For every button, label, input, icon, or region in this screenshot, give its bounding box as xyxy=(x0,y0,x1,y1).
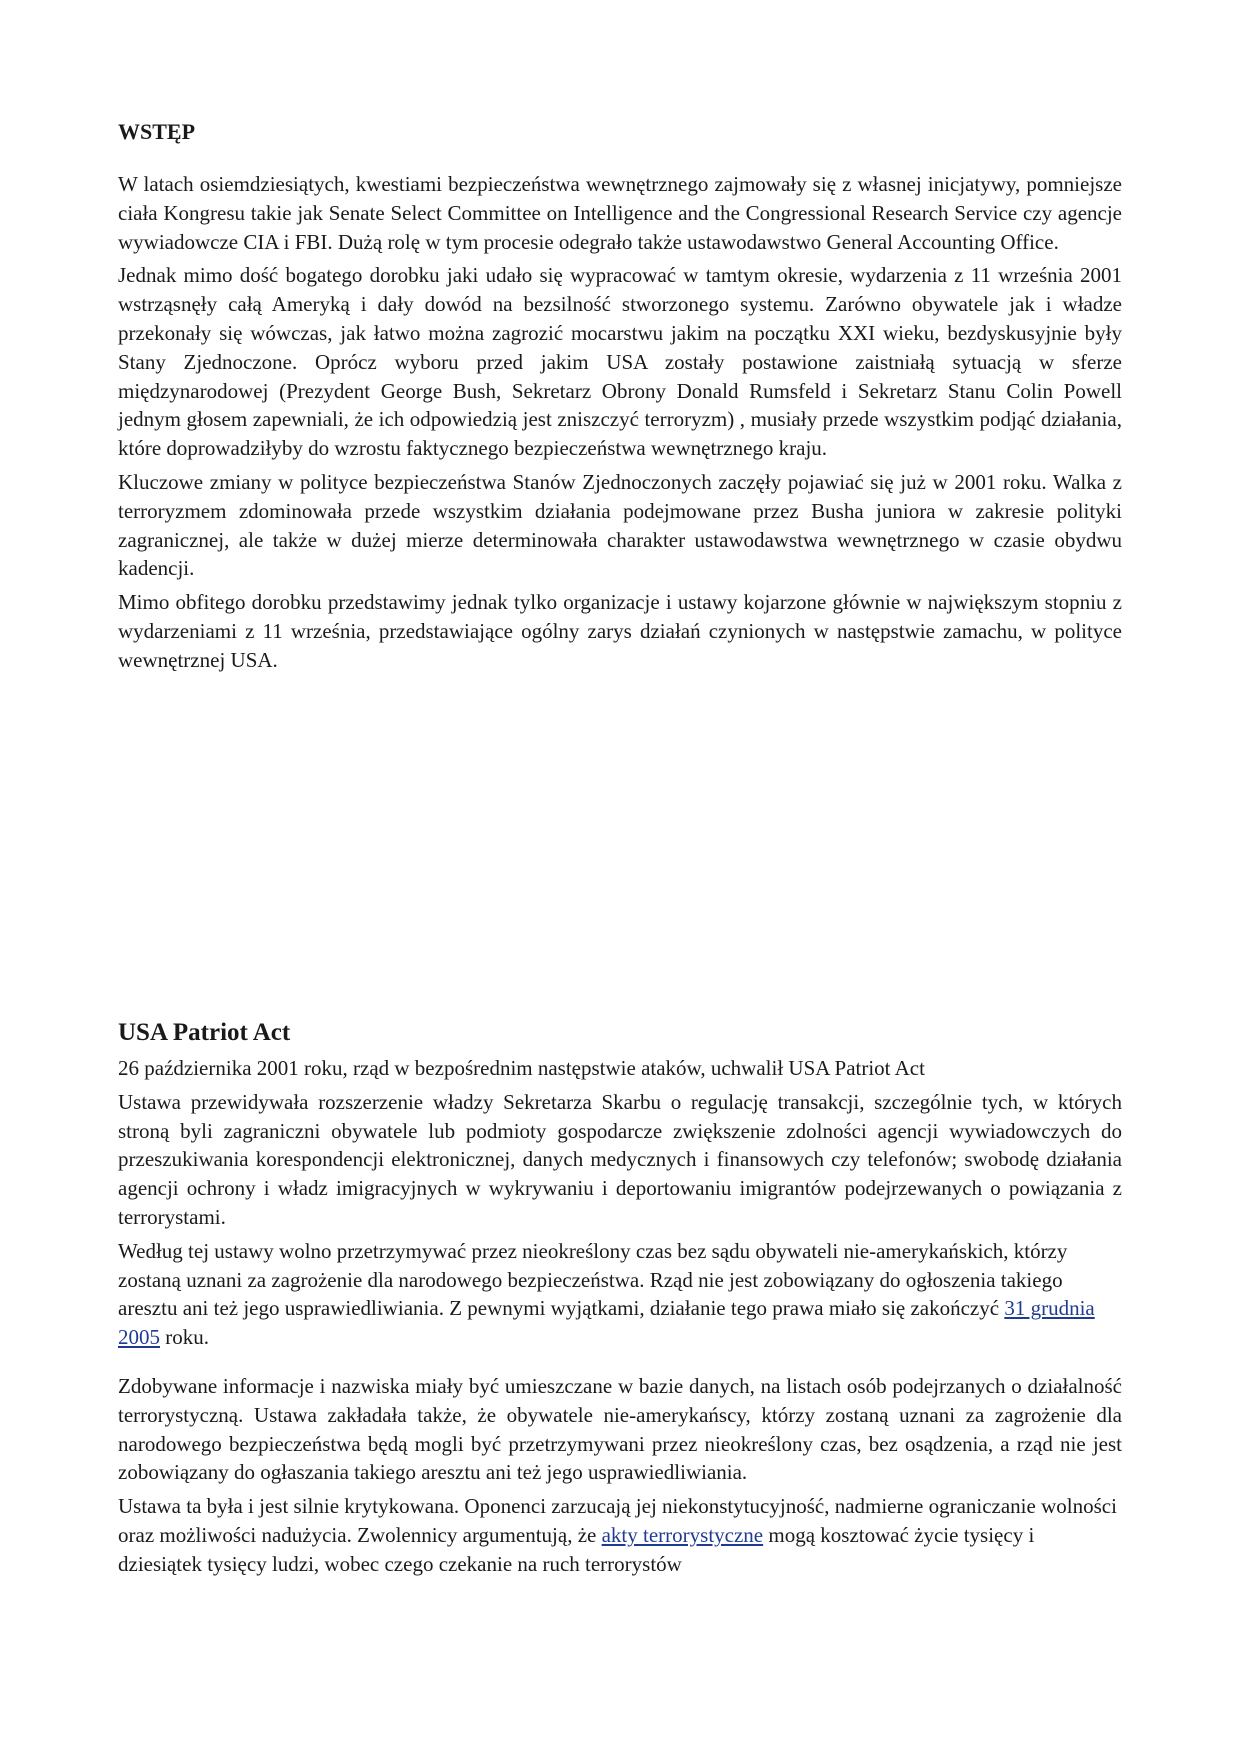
intro-paragraph: Kluczowe zmiany w polityce bezpieczeństwa Stanów Zjednoczonych zaczęły pojawiać się już w 2001 roku. Walka z terroryzmem zdominowała przede wszystkim działania podejmowane przez Busha juniora w zakresie polityki zagranicznej, ale także w dużej mierze determinowała charakter ustawodawstwa wewnętrznego w czasie obydwu kadencji. xyxy=(118,469,1122,581)
detention-text: Według tej ustawy wolno przetrzymywać przez nieokreślony czas bez sądu obywateli nie-amerykańskich, którzy zostaną uznani za zagrożenie dla narodowego bezpieczeństwa. Rząd nie jest zobowiązany do ogłoszenia takiego aresztu ani też jego usprawiedliwiania. Z pewnymi wyjątkami, działanie tego prawa miało się zakończyć xyxy=(118,1238,1068,1321)
intro-paragraph: Mimo obfitego dorobku przedstawimy jednak tylko organizacje i ustawy kojarzone głównie w największym stopniu z wydarzeniami z 11 września, przedstawiające ogólny zarys działań czynionych w następstwie zamachu, w polityce wewnętrznej USA. xyxy=(118,590,1122,672)
criticism-text: Ustawa ta była i jest silnie krytykowana. Oponenci zarzucają jej niekonstytucyjność, nadmierne ograniczanie wolności oraz możliwości nadużycia. Zwolennicy argumentują, że xyxy=(118,1494,1117,1547)
patriot-act-heading: USA Patriot Act xyxy=(118,1019,291,1046)
link-31-grudnia[interactable]: 31 grudnia xyxy=(1004,1296,1095,1321)
criticism-text-end: mogą kosztować życie tysięcy i dziesiątek tysięcy ludzi, wobec czego czekanie na ruch terrorystów xyxy=(118,1522,1035,1576)
patriot-paragraph-scope: Ustawa przewidywała rozszerzenie władzy Sekretarza Skarbu o regulację transakcji, szczególnie tych, w których stroną byli zagraniczni obywatele lub podmioty gospodarcze zwiększenie zdolności agencji wywiadowczych do przeszukiwania korespondencji elektronicznej, danych medycznych i finansowych czy telefonów; swobodę działania agencji ochrony i władz imigracyjnych w wykrywaniu i deportowaniu imigrantów podejrzewanych o powiązania z terrorystami. xyxy=(118,1089,1122,1229)
intro-paragraph: W latach osiemdziesiątych, kwestiami bezpieczeństwa wewnętrznego zajmowały się z własnej inicjatywy, pomniejsze ciała Kongresu takie jak Senate Select Committee on Intelligence and the Congressional Research Service czy agencje wywiadowcze CIA i FBI. Dużą rolę w tym procesie odegrało także ustawodawstwo General Accounting Office. xyxy=(118,172,1122,254)
link-akty-terrorystyczne[interactable]: akty terrorystyczne xyxy=(601,1522,764,1547)
link-2005[interactable]: 2005 xyxy=(118,1325,160,1350)
intro-heading: WSTĘP xyxy=(118,119,196,144)
patriot-paragraph-detention xyxy=(118,1237,1122,1352)
patriot-paragraph-criticism xyxy=(118,1492,1122,1578)
intro-paragraph: Jednak mimo dość bogatego dorobku jaki udało się wypracować w tamtym okresie, wydarzenia z 11 września 2001 wstrząsnęły całą Ameryką i dały dowód na bezsilność stworzonego systemu. Zarówno obywatele jak i władze przekonały się wówczas, jak łatwo można zagrozić mocarstwu jakim na początku XXI wieku, bezdyskusyjnie były Stany Zjednoczone. Oprócz wyboru przed jakim USA zostały postawione zaistniałą sytuacją w sferze międzynarodowej (Prezydent George Bush, Sekretarz Obrony Donald Rumsfeld i Sekretarz Stanu Colin Powell jednym głosem zapewniali, że ich odpowiedzią jest zniszczyć terroryzm) , musiały przede wszystkim podjąć działania, które doprowadziłyby do wzrostu faktycznego bezpieczeństwa wewnętrznego kraju. xyxy=(118,263,1122,461)
patriot-paragraph-date: 26 października 2001 roku, rząd w bezpośrednim następstwie ataków, uchwalił USA Patriot Act xyxy=(118,1056,925,1080)
patriot-paragraph-database: Zdobywane informacje i nazwiska miały być umieszczane w bazie danych, na listach osób podejrzanych o działalność terrorystyczną. Ustawa zakładała także, że obywatele nie-amerykańscy, którzy zostaną uznani za zagrożenie dla narodowego bezpieczeństwa będą mogli być przetrzymywani przez nieokreślony czas, bez osądzenia, a rząd nie jest zobowiązany do ogłaszania takiego aresztu ani też jego usprawiedliwiania. xyxy=(118,1373,1122,1485)
detention-text-end: roku. xyxy=(160,1325,209,1350)
patriot-act-section xyxy=(118,1018,1122,1584)
intro-section xyxy=(118,118,1122,680)
